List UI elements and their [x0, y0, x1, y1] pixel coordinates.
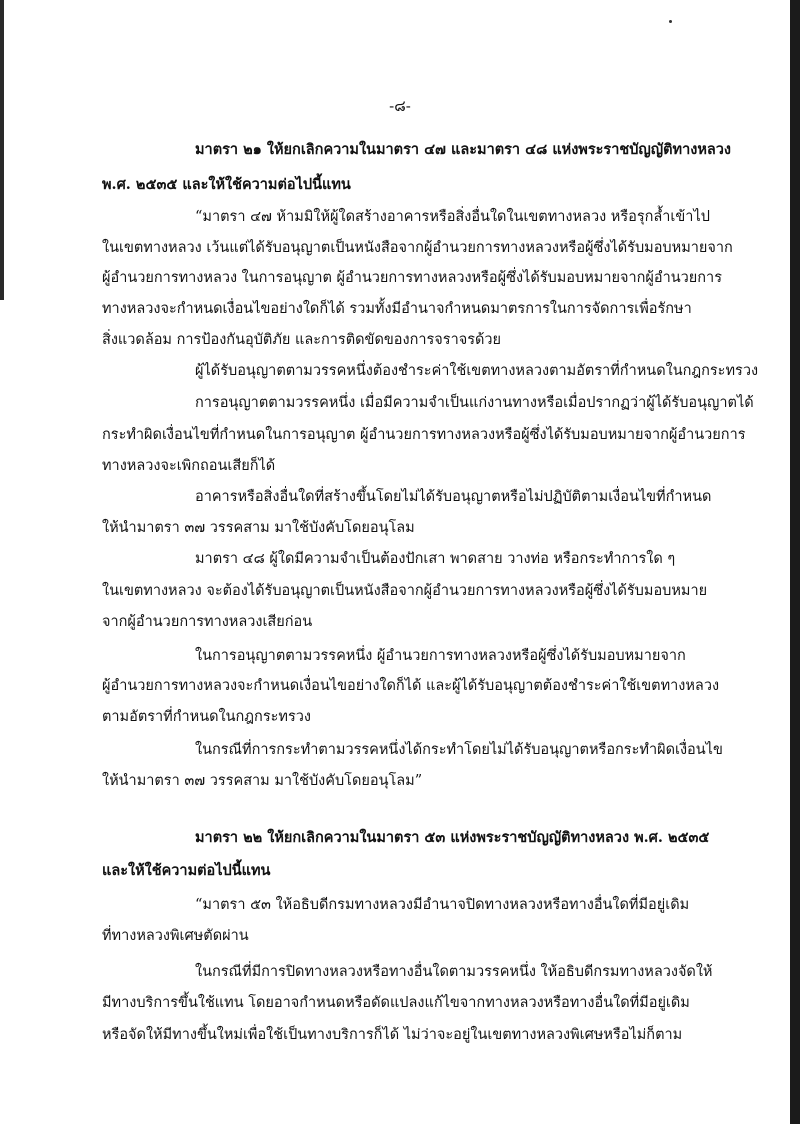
- text-line: ให้นำมาตรา ๓๗ วรรคสาม มาใช้บังคับโดยอนุโลม”: [102, 773, 423, 789]
- scan-edge-left: [0, 0, 4, 300]
- text-line: ทางหลวงจะกำหนดเงื่อนไขอย่างใดก็ได้ รวมทั้งมีอำนาจกำหนดมาตรการในการจัดการเพื่อรักษา: [102, 301, 692, 317]
- text-line: ที่ทางหลวงพิเศษตัดผ่าน: [102, 928, 249, 944]
- text-line: ตามอัตราที่กำหนดในกฎกระทรวง: [102, 709, 311, 725]
- text-line: ในกรณีที่มีการปิดทางหลวงหรือทางอื่นใดตามวรรคหนึ่ง ให้อธิบดีกรมทางหลวงจัดให้: [195, 964, 713, 980]
- text-line: มาตรา ๔๘ ผู้ใดมีความจำเป็นต้องปักเสา พาดสาย วางท่อ หรือกระทำการใด ๆ: [195, 551, 676, 567]
- section-21-heading-line-2: พ.ศ. ๒๕๓๕ และให้ใช้ความต่อไปนี้แทน: [102, 176, 351, 193]
- text-line: ทางหลวงจะเพิกถอนเสียก็ได้: [102, 458, 276, 474]
- scan-speck: [669, 20, 672, 23]
- text-line: “มาตรา ๕๓ ให้อธิบดีกรมทางหลวงมีอำนาจปิดทางหลวงหรือทางอื่นใดที่มีอยู่เดิม: [195, 897, 690, 913]
- text-line: ในเขตทางหลวง เว้นแต่ได้รับอนุญาตเป็นหนังสือจากผู้อำนวยการทางหลวงหรือผู้ซึ่งได้รับมอบหมายจาก: [102, 240, 733, 256]
- text-line: ผู้อำนวยการทางหลวงจะกำหนดเงื่อนไขอย่างใดก็ได้ และผู้ได้รับอนุญาตต้องชำระค่าใช้เขตทางหลวง: [102, 678, 720, 694]
- text-line: “มาตรา ๔๗ ห้ามมิให้ผู้ใดสร้างอาคารหรือสิ่งอื่นใดในเขตทางหลวง หรือรุกล้ำเข้าไป: [195, 209, 710, 225]
- section-22-heading-line-1: มาตรา ๒๒ ให้ยกเลิกความในมาตรา ๕๓ แห่งพระราชบัญญัติทางหลวง พ.ศ. ๒๕๓๕: [195, 829, 710, 846]
- text-line: กระทำผิดเงื่อนไขที่กำหนดในการอนุญาต ผู้อำนวยการทางหลวงหรือผู้ซึ่งได้รับมอบหมายจากผู้อำนวยการ: [102, 427, 746, 443]
- scan-edge-right: [790, 0, 800, 1124]
- text-line: ในเขตทางหลวง จะต้องได้รับอนุญาตเป็นหนังสือจากผู้อำนวยการทางหลวงหรือผู้ซึ่งได้รับมอบหมาย: [102, 583, 708, 599]
- text-line: ให้นำมาตรา ๓๗ วรรคสาม มาใช้บังคับโดยอนุโลม: [102, 520, 415, 536]
- text-line: อาคารหรือสิ่งอื่นใดที่สร้างขึ้นโดยไม่ได้รับอนุญาตหรือไม่ปฏิบัติตามเงื่อนไขที่กำหนด: [195, 489, 712, 505]
- text-line: การอนุญาตตามวรรคหนึ่ง เมื่อมีความจำเป็นแก่งานทางหรือเมื่อปรากฏว่าผู้ได้รับอนุญาตได้: [195, 395, 754, 411]
- text-line: มีทางบริการขึ้นใช้แทน โดยอาจกำหนดหรือดัดแปลงแก้ไขจากทางหลวงหรือทางอื่นใดที่มีอยู่เดิม: [102, 995, 690, 1011]
- section-22-heading-line-2: และให้ใช้ความต่อไปนี้แทน: [102, 862, 271, 879]
- page-number: -๘-: [389, 97, 411, 115]
- text-line: ผู้อำนวยการทางหลวง ในการอนุญาต ผู้อำนวยการทางหลวงหรือผู้ซึ่งได้รับมอบหมายจากผู้อำนวยการ: [102, 270, 722, 286]
- text-line: หรือจัดให้มีทางขึ้นใหม่เพื่อใช้เป็นทางบริการก็ได้ ไม่ว่าจะอยู่ในเขตทางหลวงพิเศษหรือไม่ก็ตาม: [102, 1027, 683, 1043]
- text-line: จากผู้อำนวยการทางหลวงเสียก่อน: [102, 614, 313, 630]
- text-line: สิ่งแวดล้อม การป้องกันอุบัติภัย และการติดขัดของการจราจรด้วย: [102, 332, 502, 348]
- text-line: ผู้ได้รับอนุญาตตามวรรคหนึ่งต้องชำระค่าใช้เขตทางหลวงตามอัตราที่กำหนดในกฎกระทรวง: [195, 363, 759, 379]
- text-line: ในกรณีที่การกระทำตามวรรคหนึ่งได้กระทำโดยไม่ได้รับอนุญาตหรือกระทำผิดเงื่อนไข: [195, 742, 723, 758]
- text-line: ในการอนุญาตตามวรรคหนึ่ง ผู้อำนวยการทางหลวงหรือผู้ซึ่งได้รับมอบหมายจาก: [195, 648, 686, 664]
- section-21-heading-line-1: มาตรา ๒๑ ให้ยกเลิกความในมาตรา ๔๗ และมาตรา ๔๘ แห่งพระราชบัญญัติทางหลวง: [195, 141, 731, 158]
